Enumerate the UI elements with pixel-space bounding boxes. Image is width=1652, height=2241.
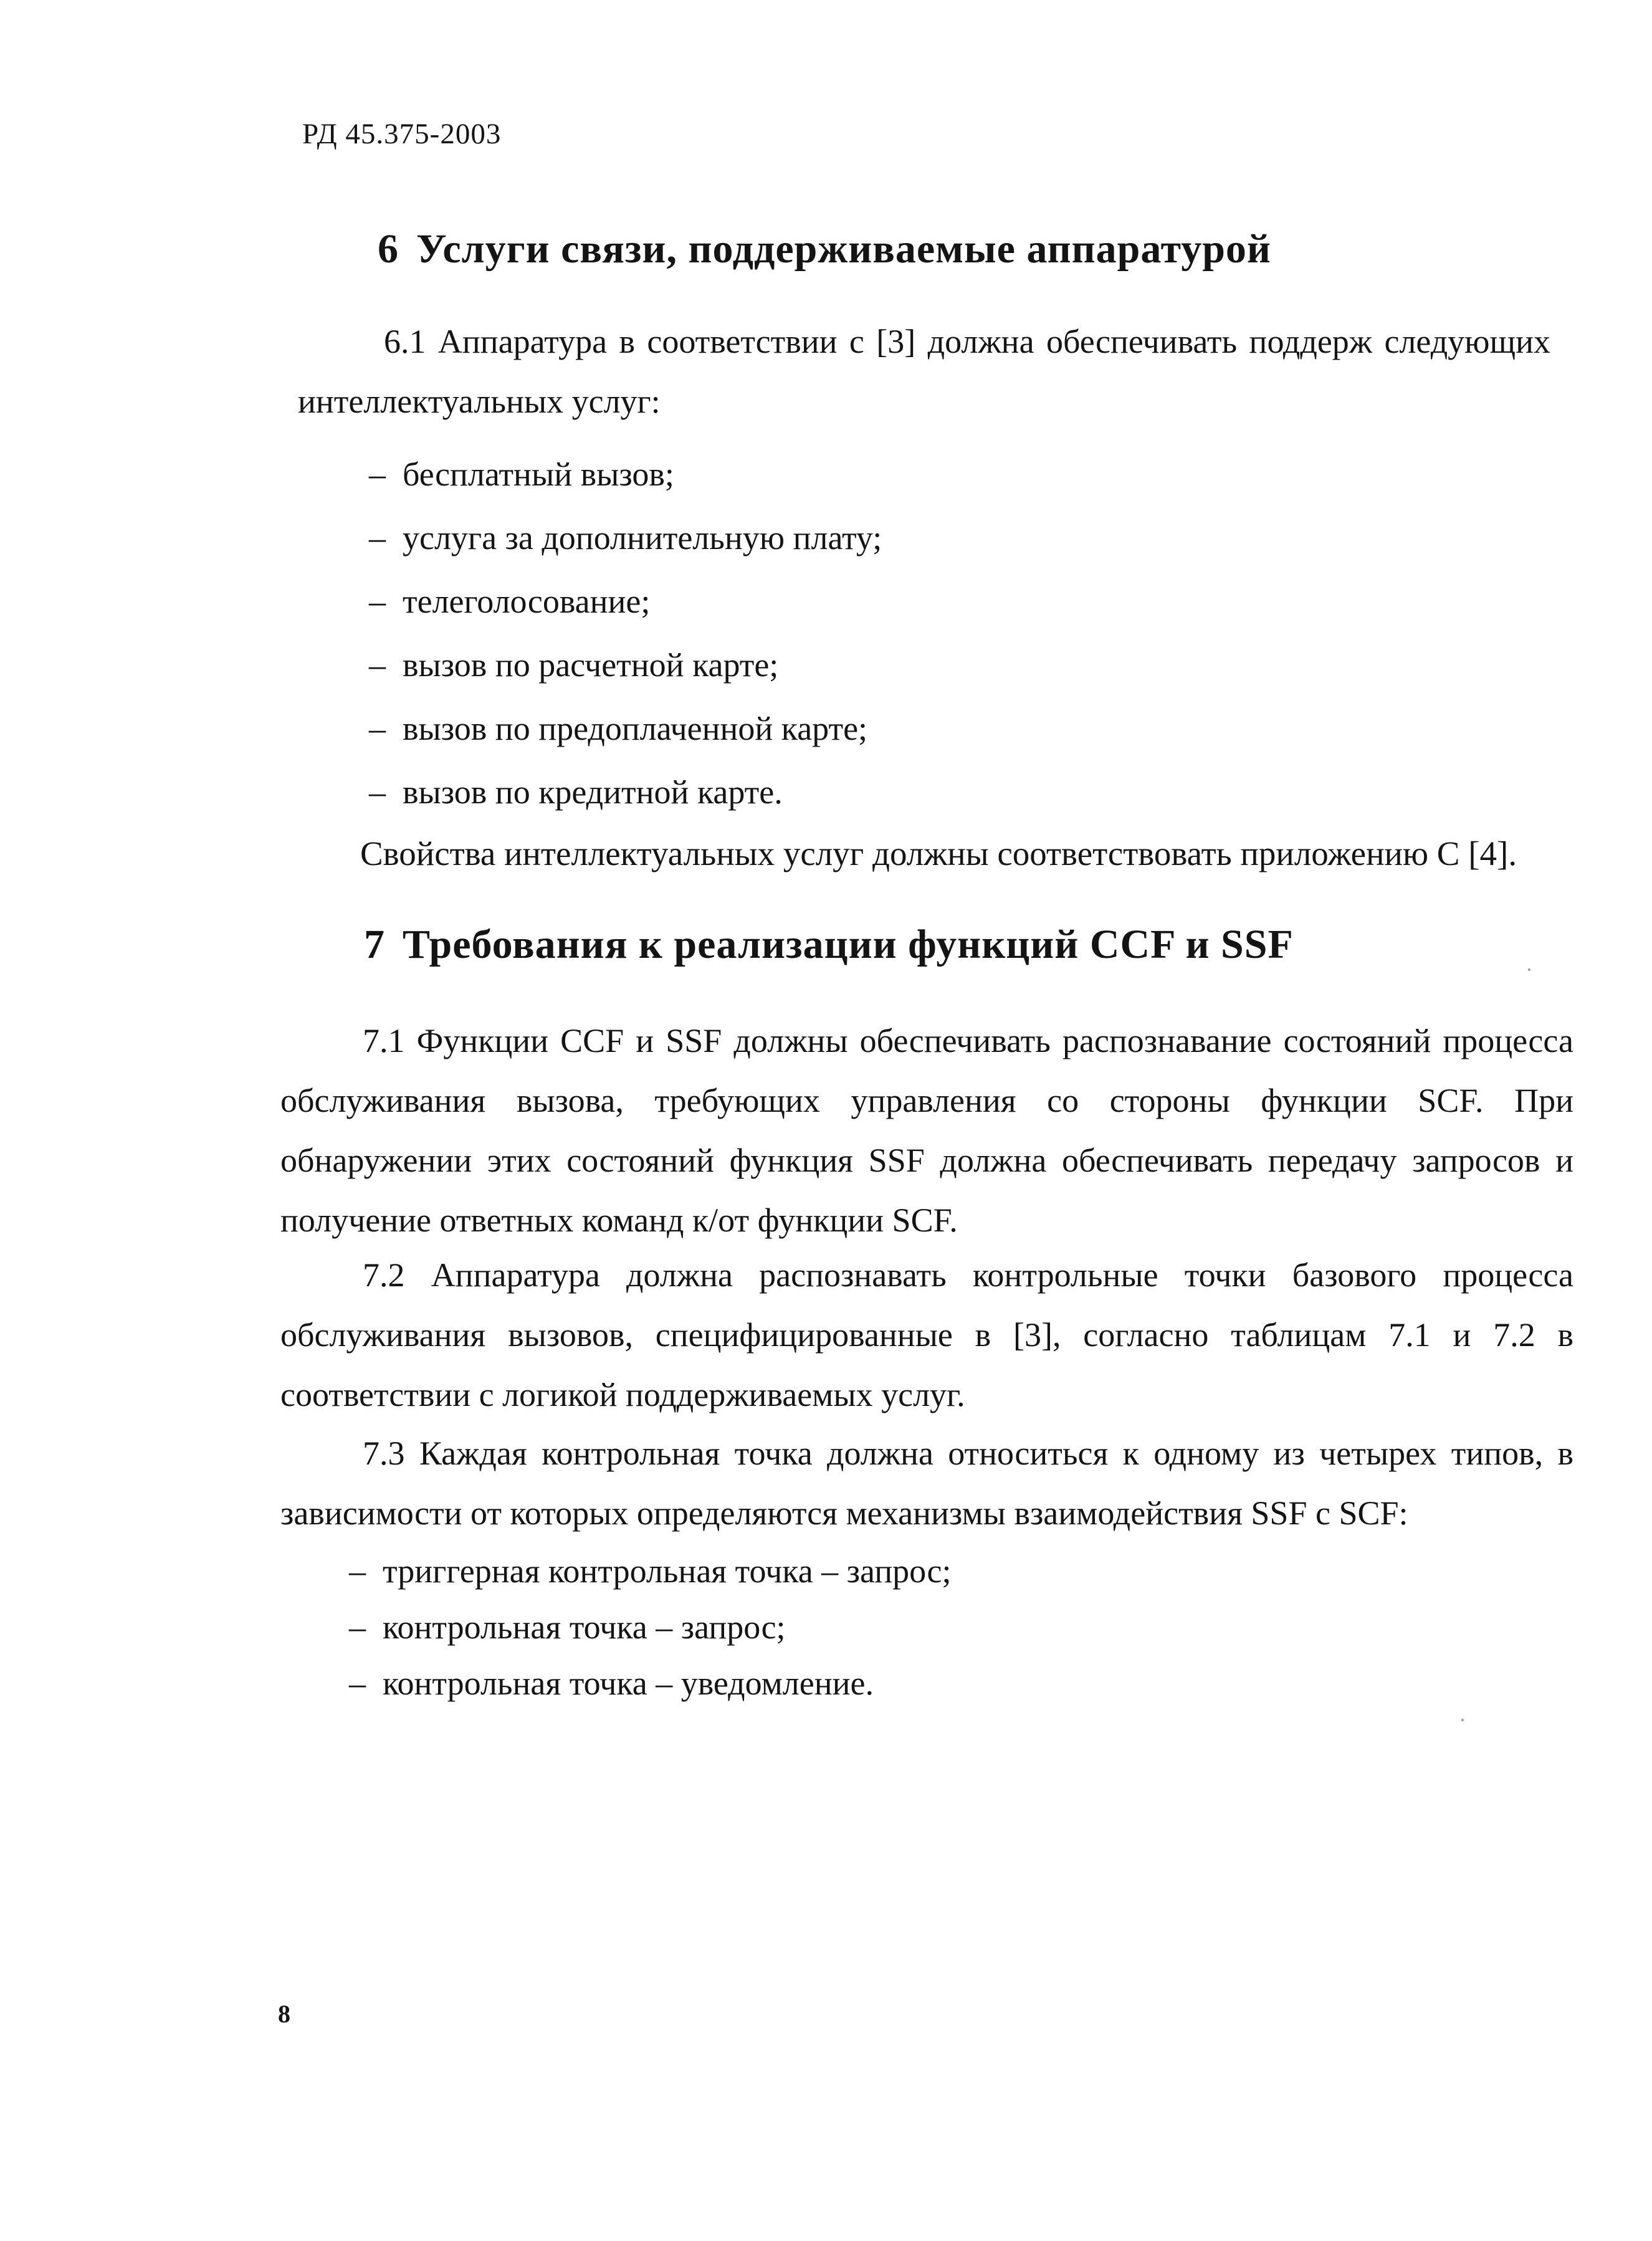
list-dash: – bbox=[369, 773, 386, 811]
list-item bbox=[369, 570, 882, 633]
list-item-text: вызов по расчетной карте; bbox=[403, 646, 779, 684]
section-6-number: 6 bbox=[378, 226, 399, 272]
section-7-heading bbox=[364, 921, 1294, 968]
list-item-text: бесплатный вызов; bbox=[403, 456, 674, 493]
list-item-text: вызов по кредитной карте. bbox=[403, 773, 783, 811]
list-item-text: услуга за дополнительную плату; bbox=[403, 519, 882, 557]
list-dash: – bbox=[369, 519, 386, 557]
list-item bbox=[369, 506, 882, 570]
list-dash: – bbox=[349, 1665, 366, 1702]
list-item bbox=[369, 633, 882, 697]
paragraph-7-3: 7.3 Каждая контрольная точка должна относиться к одному из четырех типов, в зависимости от которых определяются механизмы взаимодействия SSF с SCF: bbox=[280, 1435, 1573, 1532]
list-dash: – bbox=[349, 1608, 366, 1646]
document-code: РД 45.375-2003 bbox=[302, 118, 502, 150]
list-item bbox=[369, 697, 882, 760]
section-6-heading bbox=[378, 226, 1271, 273]
list-dash: – bbox=[369, 583, 386, 620]
list-dash: – bbox=[349, 1552, 366, 1590]
services-list bbox=[369, 442, 882, 824]
page-number: 8 bbox=[278, 2000, 290, 2028]
scan-speck bbox=[1528, 968, 1530, 971]
list-item bbox=[349, 1655, 951, 1711]
paragraph-7-2: 7.2 Аппаратура должна распознавать контрольные точки базового процесса обслуживания вызовов, специфицированные в [3], согласно таблицам 7.1 и 7.2 в соответствии с логикой поддерживаемых услуг. bbox=[280, 1256, 1573, 1413]
list-item bbox=[349, 1599, 951, 1655]
list-dash: – bbox=[369, 456, 386, 493]
list-item-text: триггерная контрольная точка – запрос; bbox=[383, 1552, 952, 1590]
control-points-list bbox=[349, 1543, 951, 1711]
section-7-title: Требования к реализации функций CCF и SSF bbox=[403, 922, 1294, 967]
list-dash: – bbox=[369, 646, 386, 684]
section-6-title: Услуги связи, поддерживаемые аппаратурой bbox=[416, 226, 1271, 272]
list-item bbox=[369, 760, 882, 824]
list-item bbox=[349, 1543, 951, 1599]
list-item-text: телеголосование; bbox=[403, 583, 651, 620]
list-item bbox=[369, 442, 882, 506]
list-item-text: контрольная точка – уведомление. bbox=[383, 1665, 874, 1702]
properties-note: Свойства интеллектуальных услуг должны соответствовать приложению С [4]. bbox=[360, 834, 1517, 872]
scan-speck bbox=[1461, 1719, 1464, 1721]
paragraph-7-1: 7.1 Функции CCF и SSF должны обеспечивать распознавание состояний процесса обслуживания вызова, требующих управления со стороны функции SCF. При обнаружении этих состояний функция SSF должна обеспечивать передачу запросов и получение ответных команд к/от функции SCF. bbox=[280, 1022, 1573, 1239]
list-dash: – bbox=[369, 710, 386, 747]
paragraph-6-1: 6.1 Аппаратура в соответствии с [3] должна обеспечивать поддерж следующих интеллектуальных услуг: bbox=[298, 323, 1550, 420]
list-item-text: вызов по предоплаченной карте; bbox=[403, 710, 868, 747]
list-item-text: контрольная точка – запрос; bbox=[383, 1608, 786, 1646]
section-7-number: 7 bbox=[364, 922, 385, 967]
